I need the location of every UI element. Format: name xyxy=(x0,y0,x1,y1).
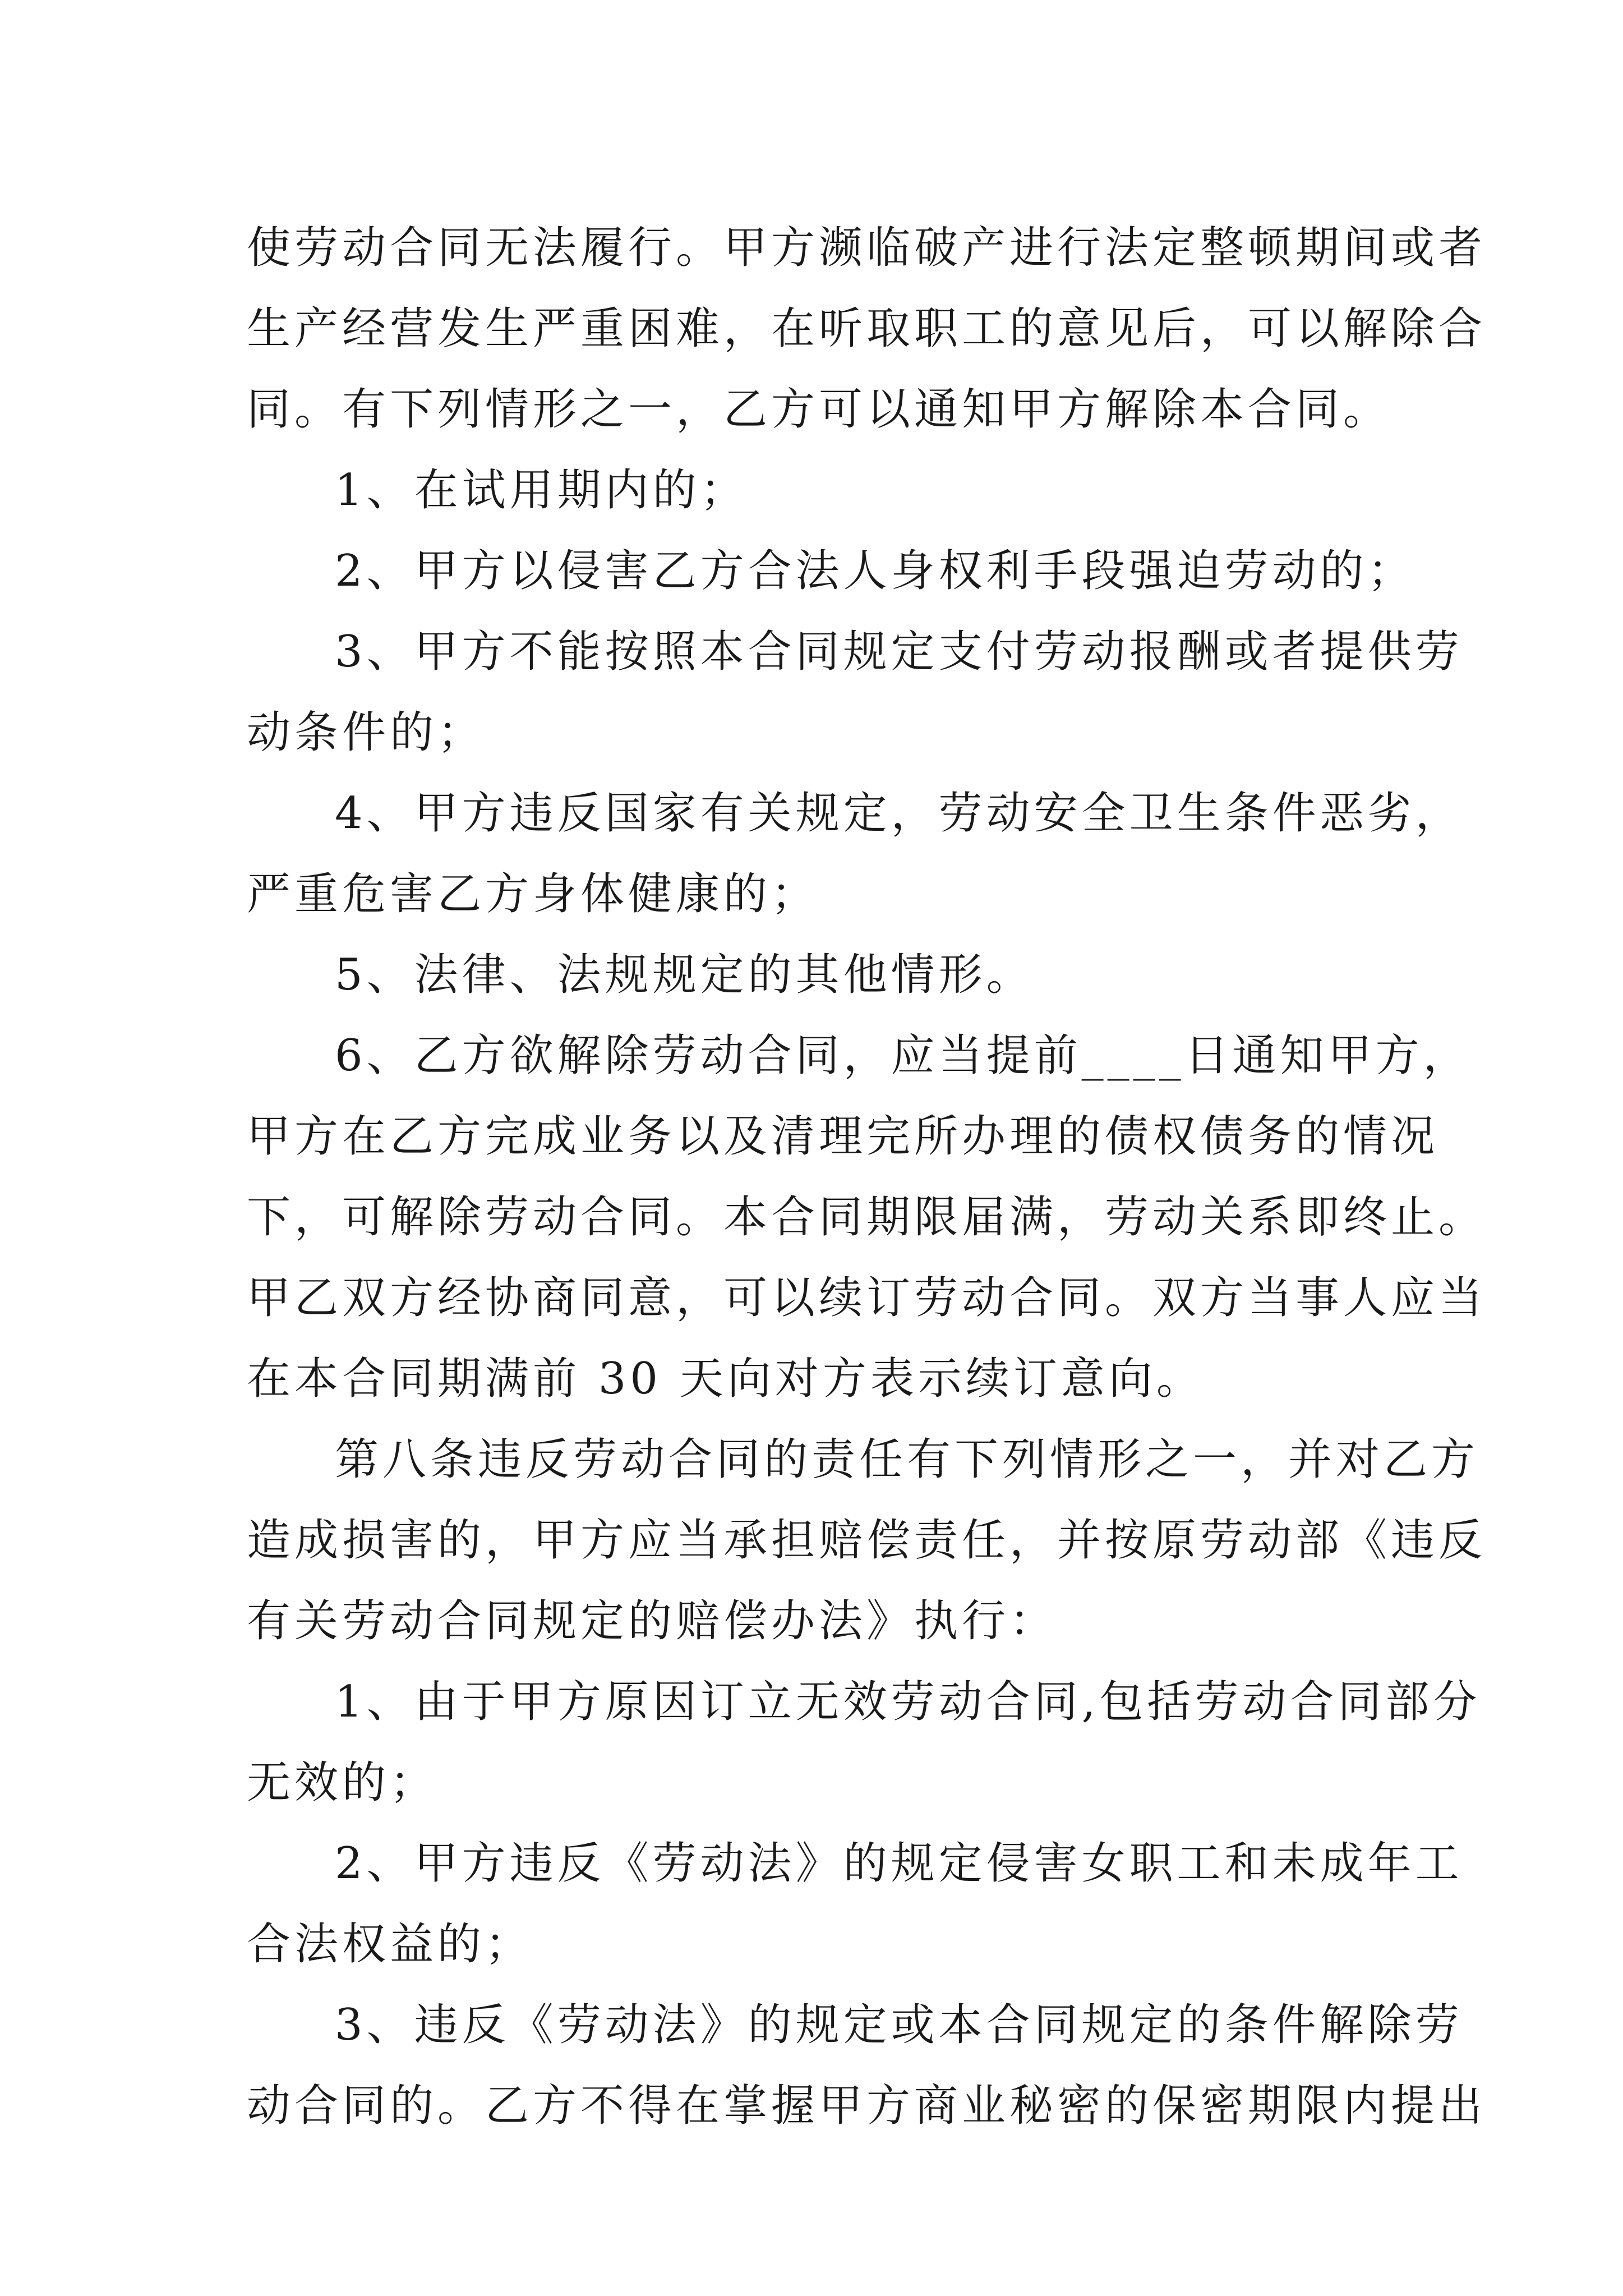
text-line: 合法权益的； xyxy=(247,1919,533,1970)
text-line: 使劳动合同无法履行。甲方濒临破产进行法定整顿期间或者 xyxy=(247,223,1487,273)
text-line: 2、甲方以侵害乙方合法人身权利手段强迫劳动的； xyxy=(335,546,1415,596)
document-body xyxy=(247,208,1487,2146)
text-line: 动合同的。乙方不得在掌握甲方商业秘密的保密期限内提出 xyxy=(247,2081,1487,2131)
text-line: 甲方在乙方完成业务以及清理完所办理的债权债务的情况 xyxy=(247,1111,1439,1162)
text-line: 无效的； xyxy=(247,1757,438,1808)
text-line: 1、由于甲方原因订立无效劳动合同,包括劳动合同部分 xyxy=(335,1677,1481,1727)
text-line: 5、法律、法规规定的其他情形。 xyxy=(335,950,1034,1000)
text-line: 严重危害乙方身体健康的； xyxy=(247,869,819,919)
text-line: 生产经营发生严重困难，在听取职工的意见后，可以解除合 xyxy=(247,303,1487,354)
text-line: 造成损害的，甲方应当承担赔偿责任，并按原劳动部《违反 xyxy=(247,1515,1487,1566)
text-line: 第八条违反劳动合同的责任有下列情形之一，并对乙方 xyxy=(335,1434,1479,1485)
text-line: 甲乙双方经协商同意，可以续订劳动合同。双方当事人应当 xyxy=(247,1273,1487,1323)
text-line: 3、违反《劳动法》的规定或本合同规定的条件解除劳 xyxy=(335,2000,1463,2050)
text-line: 在本合同期满前 30 天向对方表示续订意向。 xyxy=(247,1354,1204,1404)
text-line: 1、在试用期内的； xyxy=(335,465,748,516)
text-line: 同。有下列情形之一，乙方可以通知甲方解除本合同。 xyxy=(247,384,1391,435)
text-line: 4、甲方违反国家有关规定，劳动安全卫生条件恶劣， xyxy=(335,788,1463,839)
text-line: 3、甲方不能按照本合同规定支付劳动报酬或者提供劳 xyxy=(335,627,1463,677)
text-line: 6、乙方欲解除劳动合同，应当提前____日通知甲方， xyxy=(335,1030,1471,1081)
text-line: 2、甲方违反《劳动法》的规定侵害女职工和未成年工 xyxy=(335,1838,1463,1889)
text-line: 动条件的； xyxy=(247,707,486,758)
text-line: 有关劳动合同规定的赔偿办法》执行： xyxy=(247,1596,1058,1646)
text-line: 下，可解除劳动合同。本合同期限届满，劳动关系即终止。 xyxy=(247,1192,1487,1243)
